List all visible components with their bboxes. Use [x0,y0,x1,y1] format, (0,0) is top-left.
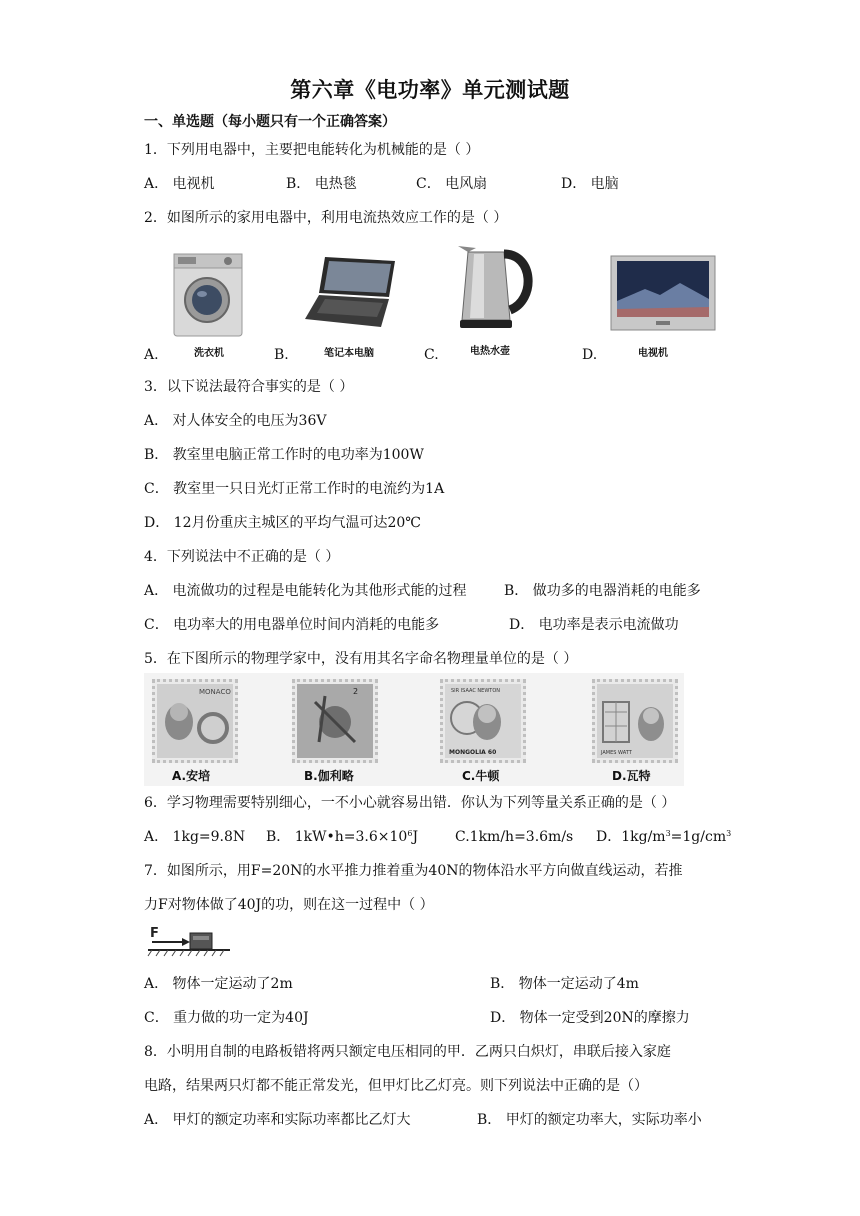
question-7-option-a: A． 物体一定运动了2m [144,976,293,992]
question-1-option-b: B． 电热毯 [286,176,357,192]
electric-kettle-caption: 电热水壶 [470,346,510,357]
question-3-option-d: D． 12月份重庆主城区的平均气温可达20℃ [144,515,421,531]
question-7-option-c: C． 重力做的功一定为40J [144,1010,309,1026]
electric-kettle-image [454,240,538,330]
question-8-stem-line-1: 8．小明用自制的电路板错将两只额定电压相同的甲．乙两只白炽灯，串联后接入家庭 [144,1044,671,1060]
question-2-stem: 2．如图所示的家用电器中，利用电流热效应工作的是（ ） [144,210,508,226]
question-1-option-c: C． 电风扇 [416,176,488,192]
question-1-option-d: D． 电脑 [561,176,619,192]
question-2-option-d: D. [582,347,598,363]
question-7-option-d: D． 物体一定受到20N的摩擦力 [490,1010,690,1026]
section-heading: 一、单选题（每小题只有一个正确答案） [144,114,396,130]
television-image [610,255,716,331]
stamp-newton-text: SIR ISAAC NEWTON [451,688,500,694]
washing-machine-image [172,252,244,338]
question-2-option-b: B. [274,347,289,363]
question-4-option-c: C． 电功率大的用电器单位时间内消耗的电能多 [144,617,440,633]
question-7-stem-line-1: 7．如图所示，用F=20N的水平推力推着重为40N的物体沿水平方向做直线运动，若推 [144,863,683,879]
television-caption: 电视机 [638,348,668,359]
physicist-stamps-figure [144,673,684,786]
question-6-option-a: A． 1kg=9.8N [144,829,246,845]
force-label: F [150,926,159,941]
question-7-stem-line-2: 力F对物体做了40J的功，则在这一过程中（ ） [144,897,434,913]
question-5-option-d: D.瓦特 [612,769,651,783]
question-8-stem-line-2: 电路，结果两只灯都不能正常发光，但甲灯比乙灯亮。则下列说法中正确的是（） [144,1078,648,1094]
question-1-stem: 1．下列用电器中，主要把电能转化为机械能的是（ ） [144,142,480,158]
question-2-option-a: A. [144,347,159,363]
question-8-option-b: B． 甲灯的额定功率大，实际功率小 [477,1112,702,1128]
question-4-option-d: D． 电功率是表示电流做功 [509,617,679,633]
question-5-stem: 5．在下图所示的物理学家中，没有用其名字命名物理量单位的是（ ） [144,651,578,667]
stamp-newton [440,679,526,763]
question-4-option-b: B． 做功多的电器消耗的电能多 [504,583,701,599]
question-2-option-c: C. [424,347,439,363]
washing-machine-caption: 洗衣机 [194,348,224,359]
question-6-option-d: D．$1kg/m^3=1g/cm^3$ [596,829,732,845]
stamp-ampere [152,679,238,763]
question-6-stem: 6．学习物理需要特别细心，一不小心就容易出错．你认为下列等量关系正确的是（ ） [144,795,676,811]
stamp-ampere-text: MONACO [199,688,231,696]
question-8-option-a: A． 甲灯的额定功率和实际功率都比乙灯大 [144,1112,411,1128]
stamp-watt-text: JAMES WATT [601,750,632,756]
question-3-stem: 3．以下说法最符合事实的是（ ） [144,379,354,395]
stamp-newton-country: MONGOLIA 60 [449,749,497,756]
page-title: 第六章《电功率》单元测试题 [290,78,570,102]
question-4-stem: 4．下列说法中不正确的是（ ） [144,549,340,565]
push-force-figure [146,924,232,958]
question-7-option-b: B． 物体一定运动了4m [490,976,639,992]
question-6-option-b: B． $1kW•h=3.6\times 10^6J$ [266,829,419,845]
question-5-option-c: C.牛顿 [462,769,500,783]
question-6-option-c: C.1km/h=3.6m/s [455,829,574,845]
question-3-option-a: A． 对人体安全的电压为36V [144,413,327,429]
svg-text:2: 2 [353,687,359,696]
laptop-image [303,255,399,331]
question-1-option-a: A． 电视机 [144,176,215,192]
question-3-option-c: C． 教室里一只日光灯正常工作时的电流约为1A [144,481,445,497]
stamp-watt [592,679,678,763]
stamp-galileo [292,679,378,763]
question-4-option-a: A． 电流做功的过程是电能转化为其他形式能的过程 [144,583,467,599]
laptop-caption: 笔记本电脑 [324,348,374,359]
question-3-option-b: B． 教室里电脑正常工作时的电功率为100W [144,447,424,463]
question-5-option-b: B.伽利略 [304,769,354,783]
question-5-option-a: A.安培 [172,769,211,783]
